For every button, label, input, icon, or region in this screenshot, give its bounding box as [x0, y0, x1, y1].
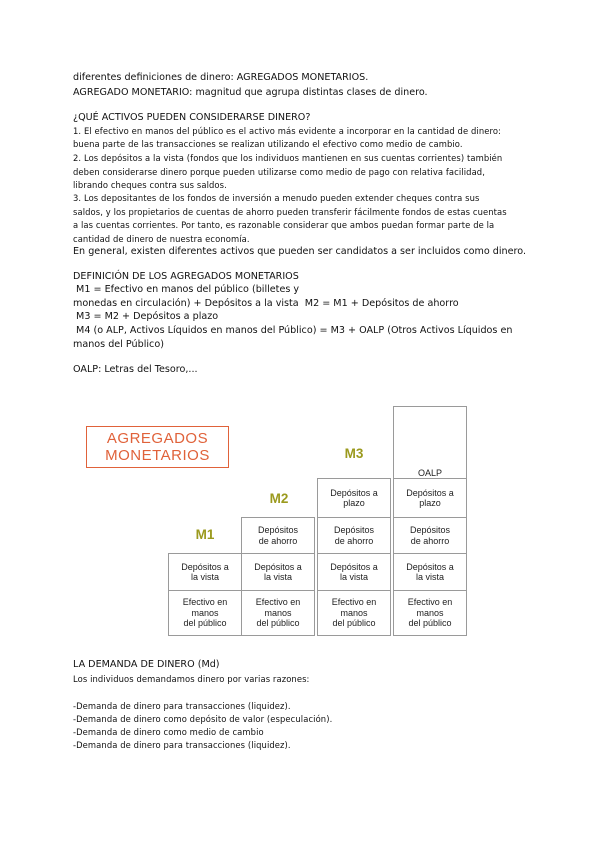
cell-text: plazo: [343, 498, 365, 508]
label-m1: M1: [195, 527, 215, 542]
cell-text: de ahorro: [410, 535, 450, 546]
cell-text: Depósitos: [257, 525, 299, 535]
text-line: M1 = Efectivo en manos del público (billetes y: [73, 284, 300, 295]
cell-text: del público: [183, 618, 227, 629]
cell-text: manos: [340, 607, 368, 618]
cell-text: la vista: [415, 572, 444, 582]
text-line: a las cuentas corrientes. Por tanto, es razonable considerar que ambos puedan formar parte de la: [73, 220, 495, 230]
text-line: cantidad de dinero de nuestra economía.: [73, 234, 250, 244]
cell-efectivo: [393, 590, 467, 636]
cell-text: Efectivo en: [255, 597, 301, 608]
cell-text: de ahorro: [334, 535, 374, 546]
text-line: 2. Los depósitos a la vista (fondos que los individuos mantienen en sus cuentas corrientes) también: [73, 153, 503, 163]
cell-text: la vista: [190, 572, 219, 582]
cell-text: la vista: [339, 572, 368, 582]
cell-text: Efectivo en: [182, 597, 228, 608]
cell-oalp: [393, 406, 467, 479]
cell-text: del público: [332, 618, 376, 629]
cell-text: Depósitos a: [330, 561, 378, 572]
list-item: -Demanda de dinero como depósito de valor (especulación).: [73, 714, 333, 724]
text-line: diferentes definiciones de dinero: AGREGADOS MONETARIOS.: [73, 72, 369, 83]
cell-text: Depósitos a: [181, 561, 229, 572]
diagram-title-line: AGREGADOS: [106, 430, 209, 447]
label-m2: M2: [269, 491, 289, 506]
text-line: OALP: Letras del Tesoro,...: [73, 364, 198, 375]
cell-text: plazo: [419, 498, 441, 508]
text-line: M3 = M2 + Depósitos a plazo: [73, 311, 219, 322]
list-item: -Demanda de dinero para transacciones (liquidez).: [73, 701, 291, 711]
cell-text: Depósitos: [333, 525, 375, 535]
text-line: AGREGADO MONETARIO: magnitud que agrupa distintas clases de dinero.: [73, 87, 428, 98]
cell-depositos-vista: [393, 553, 467, 591]
cell-text: manos: [416, 607, 444, 618]
text-line: Los individuos demandamos dinero por varias razones:: [73, 674, 310, 684]
cell-text: Efectivo en: [407, 597, 453, 608]
cell-depositos-ahorro: [393, 517, 467, 554]
list-item: -Demanda de dinero para transacciones (liquidez).: [73, 740, 291, 750]
cell-depositos-plazo: [393, 478, 467, 518]
text-line: deben considerarse dinero porque pueden utilizarse como medio de pago con relativa facilidad,: [73, 167, 485, 177]
diagram-title-box: [86, 426, 229, 468]
label-m3: M3: [344, 446, 364, 461]
monetary-aggregates-diagram: [82, 400, 472, 640]
cell-text: del público: [256, 618, 300, 629]
section-heading: LA DEMANDA DE DINERO (Md): [73, 659, 220, 670]
cell-efectivo: [168, 590, 242, 636]
text-line: monedas en circulación) + Depósitos a la vista M2 = M1 + Depósitos de ahorro: [73, 298, 459, 309]
cell-depositos-ahorro: [317, 517, 391, 554]
cell-text: Depósitos a: [406, 561, 454, 572]
cell-text: Depósitos: [409, 525, 451, 535]
text-line: saldos, y los propietarios de cuentas de ahorro pueden transferir fácilmente fondos de estas cuentas: [73, 207, 507, 217]
cell-text: la vista: [263, 572, 292, 582]
text-line: 1. El efectivo en manos del público es el activo más evidente a incorporar en la cantidad de dinero:: [73, 126, 501, 136]
text-line: librando cheques contra sus saldos.: [73, 180, 227, 190]
cell-text: del público: [408, 618, 452, 629]
cell-text: manos: [191, 607, 219, 618]
cell-text: manos: [264, 607, 292, 618]
cell-efectivo: [317, 590, 391, 636]
cell-text: Depósitos a: [406, 487, 454, 498]
cell-efectivo: [241, 590, 315, 636]
section-heading: ¿QUÉ ACTIVOS PUEDEN CONSIDERARSE DINERO?: [73, 112, 311, 123]
section-heading: DEFINICIÓN DE LOS AGREGADOS MONETARIOS: [73, 271, 299, 282]
text-line: manos del Público): [73, 339, 164, 350]
cell-depositos-plazo: [317, 478, 391, 518]
cell-depositos-vista: [317, 553, 391, 591]
cell-text: OALP: [417, 467, 442, 478]
text-line: M4 (o ALP, Activos Líquidos en manos del Público) = M3 + OALP (Otros Activos Líquidos en: [73, 325, 513, 336]
text-line: buena parte de las transacciones se realizan utilizando el efectivo como medio de cambio.: [73, 139, 463, 149]
cell-depositos-vista: [168, 553, 242, 591]
cell-depositos-vista: [241, 553, 315, 591]
cell-text: de ahorro: [258, 535, 298, 546]
cell-text: Efectivo en: [331, 597, 377, 608]
cell-text: Depósitos a: [330, 487, 378, 498]
cell-depositos-ahorro: [241, 517, 315, 554]
cell-text: Depósitos a: [254, 561, 302, 572]
list-item: -Demanda de dinero como medio de cambio: [73, 727, 264, 737]
diagram-title-line: MONETARIOS: [105, 447, 210, 464]
text-line: En general, existen diferentes activos que pueden ser candidatos a ser incluidos como dinero.: [73, 246, 527, 257]
text-line: 3. Los depositantes de los fondos de inversión a menudo pueden extender cheques contra sus: [73, 193, 480, 203]
